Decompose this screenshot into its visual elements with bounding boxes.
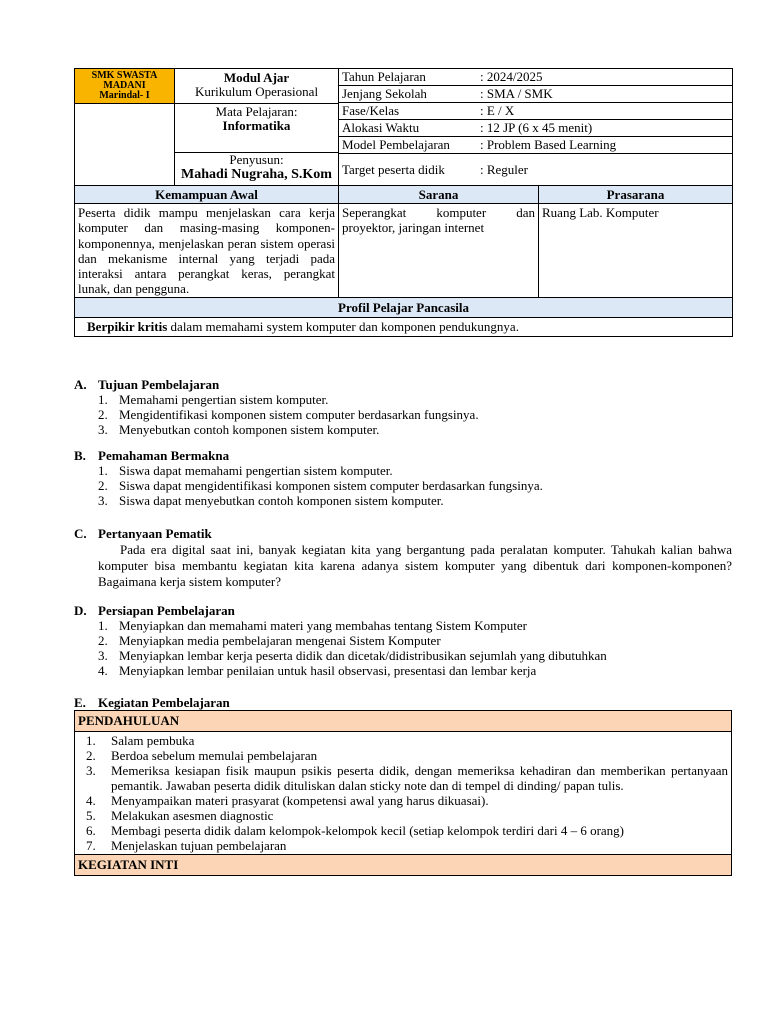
section-pertanyaan [74, 526, 732, 590]
meta-value: : E / X [477, 103, 732, 120]
profil-rest: dalam memahami system komputer dan komponen pendukungnya. [167, 318, 519, 334]
section-letter: D. [74, 603, 87, 618]
profil-bold: Berpikir kritis [87, 318, 168, 334]
meta-value: : Problem Based Learning [477, 137, 732, 154]
section-title: Tujuan Pembelajaran [98, 377, 220, 392]
meta-value: : 2024/2025 [477, 69, 732, 86]
list-item: 6. Membagi peserta didik dalam kelompok-kelompok kecil (setiap kelompok terdiri dari 4 – 6 orang) [86, 823, 624, 838]
kemampuan-awal-text: Peserta didik mampu menjelaskan cara kerja komputer dan masing-masing komponen-komponennya, menjelaskan peran sistem operasi dan mekanisme internal yang terjadi pada interaksi antara perangkat keras, perangkat lunak, dan pengguna. [75, 204, 339, 298]
sarana-text: Seperangkat komputer dan proyektor, jaringan internet [339, 204, 539, 298]
section-title: Persiapan Pembelajaran [98, 603, 235, 618]
list-item: 4. Menyiapkan lembar penilaian untuk hasil observasi, presentasi dan lembar kerja [98, 663, 537, 678]
author-label: Penyusun: [229, 152, 284, 167]
list-item: 1. Menyiapkan dan memahami materi yang membahas tentang Sistem Komputer [98, 618, 527, 633]
profil-text [75, 317, 733, 336]
list-item: 3. Menyiapkan lembar kerja peserta didik dan dicetak/didistribusikan sejumlah yang dibutuhkan [98, 648, 607, 663]
list-item: 5. Melakukan asesmen diagnostic [86, 808, 274, 823]
subject-label: Mata Pelajaran: [215, 104, 298, 119]
module-title: Modul Ajar [223, 70, 290, 85]
section-title: Kegiatan Pembelajaran [98, 695, 230, 710]
section-title: Pemahaman Bermakna [98, 448, 230, 463]
prasarana-heading: Prasarana [539, 186, 733, 204]
meta-value: : SMA / SMK [477, 86, 732, 103]
logo-spacer-cell [75, 104, 175, 186]
meta-key: Fase/Kelas [339, 103, 477, 120]
section-letter: E. [74, 695, 86, 710]
subject-name: Informatika [222, 118, 291, 133]
kegiatan-table [74, 710, 732, 876]
school-logo-cell [75, 69, 175, 104]
meta-key: Jenjang Sekolah [339, 86, 477, 103]
list-item: 2. Siswa dapat mengidentifikasi komponen sistem computer berdasarkan fungsinya. [98, 478, 543, 493]
section-heading [74, 526, 732, 541]
pertanyaan-pematik-text: Pada era digital saat ini, banyak kegiatan kita yang bergantung pada peralatan komputer. Tahukah kalian bahwa komputer bisa membantu kegiatan kita karena adanya sistem komputer yang dibentuk dari komponen-komponen? Bagaimana kerja sistem komputer? [98, 542, 732, 589]
list-item: 3. Menyebutkan contoh komponen sistem komputer. [98, 422, 380, 437]
section-heading [74, 695, 732, 710]
list-item: 7. Menjelaskan tujuan pembelajaran [86, 838, 287, 853]
list-item: 3. Memeriksa kesiapan fisik maupun psikis peserta didik, dengan memeriksa kehadiran dan memberikan pertanyaan pemantik. Jawaban peserta didik dituliskan dalan sticky note dan di tempel di dinding/ papan tulis. [86, 763, 728, 793]
school-name-line2: MADANI [103, 80, 146, 91]
section-title: Pertanyaan Pematik [98, 526, 212, 541]
list-item: 2. Berdoa sebelum memulai pembelajaran [86, 748, 318, 763]
profil-heading: Profil Pelajar Pancasila [75, 297, 733, 317]
meta-cell [339, 69, 733, 186]
meta-key: Tahun Pelajaran [339, 69, 477, 86]
module-title-cell [175, 69, 339, 104]
section-persiapan [74, 603, 732, 678]
list-item: 2. Mengidentifikasi komponen sistem computer berdasarkan fungsinya. [98, 407, 479, 422]
section-letter: B. [74, 448, 86, 463]
section-heading [74, 377, 732, 392]
kegiatan-inti-heading: KEGIATAN INTI [75, 855, 732, 876]
school-name-line1: SMK SWASTA [91, 70, 158, 81]
list-item: 1. Memahami pengertian sistem komputer. [98, 392, 329, 407]
section-pemahaman [74, 448, 732, 508]
kemampuan-heading: Kemampuan Awal [75, 186, 339, 204]
section-kegiatan [74, 695, 732, 710]
subject-cell [175, 104, 339, 153]
author-name: Mahadi Nugraha, S.Kom [181, 167, 332, 182]
sarana-heading: Sarana [339, 186, 539, 204]
curriculum-name: Kurikulum Operasional [194, 84, 319, 99]
pendahuluan-heading: PENDAHULUAN [75, 711, 732, 732]
section-heading [74, 603, 732, 618]
author-cell [175, 153, 339, 186]
list-item: 4. Menyampaikan materi prasyarat (kompetensi awal yang harus dikuasai). [86, 793, 489, 808]
section-letter: C. [74, 526, 87, 541]
meta-key: Model Pembelajaran [339, 137, 477, 154]
section-heading [74, 448, 732, 463]
meta-value: : 12 JP (6 x 45 menit) [477, 120, 732, 137]
prasarana-text: Ruang Lab. Komputer [539, 204, 733, 298]
list-item: 1. Salam pembuka [86, 733, 195, 748]
meta-key: Alokasi Waktu [339, 120, 477, 137]
meta-key: Target peserta didik [342, 162, 445, 177]
module-header-table [74, 68, 733, 337]
list-item: 1. Siswa dapat memahami pengertian sistem komputer. [98, 463, 393, 478]
list-item: 3. Siswa dapat menyebutkan contoh komponen sistem komputer. [98, 493, 444, 508]
meta-value: : Reguler [480, 162, 529, 177]
section-tujuan [74, 377, 732, 437]
section-letter: A. [74, 377, 87, 392]
school-name-line3: Marindal- I [99, 90, 150, 101]
list-item: 2. Menyiapkan media pembelajaran mengenai Sistem Komputer [98, 633, 441, 648]
